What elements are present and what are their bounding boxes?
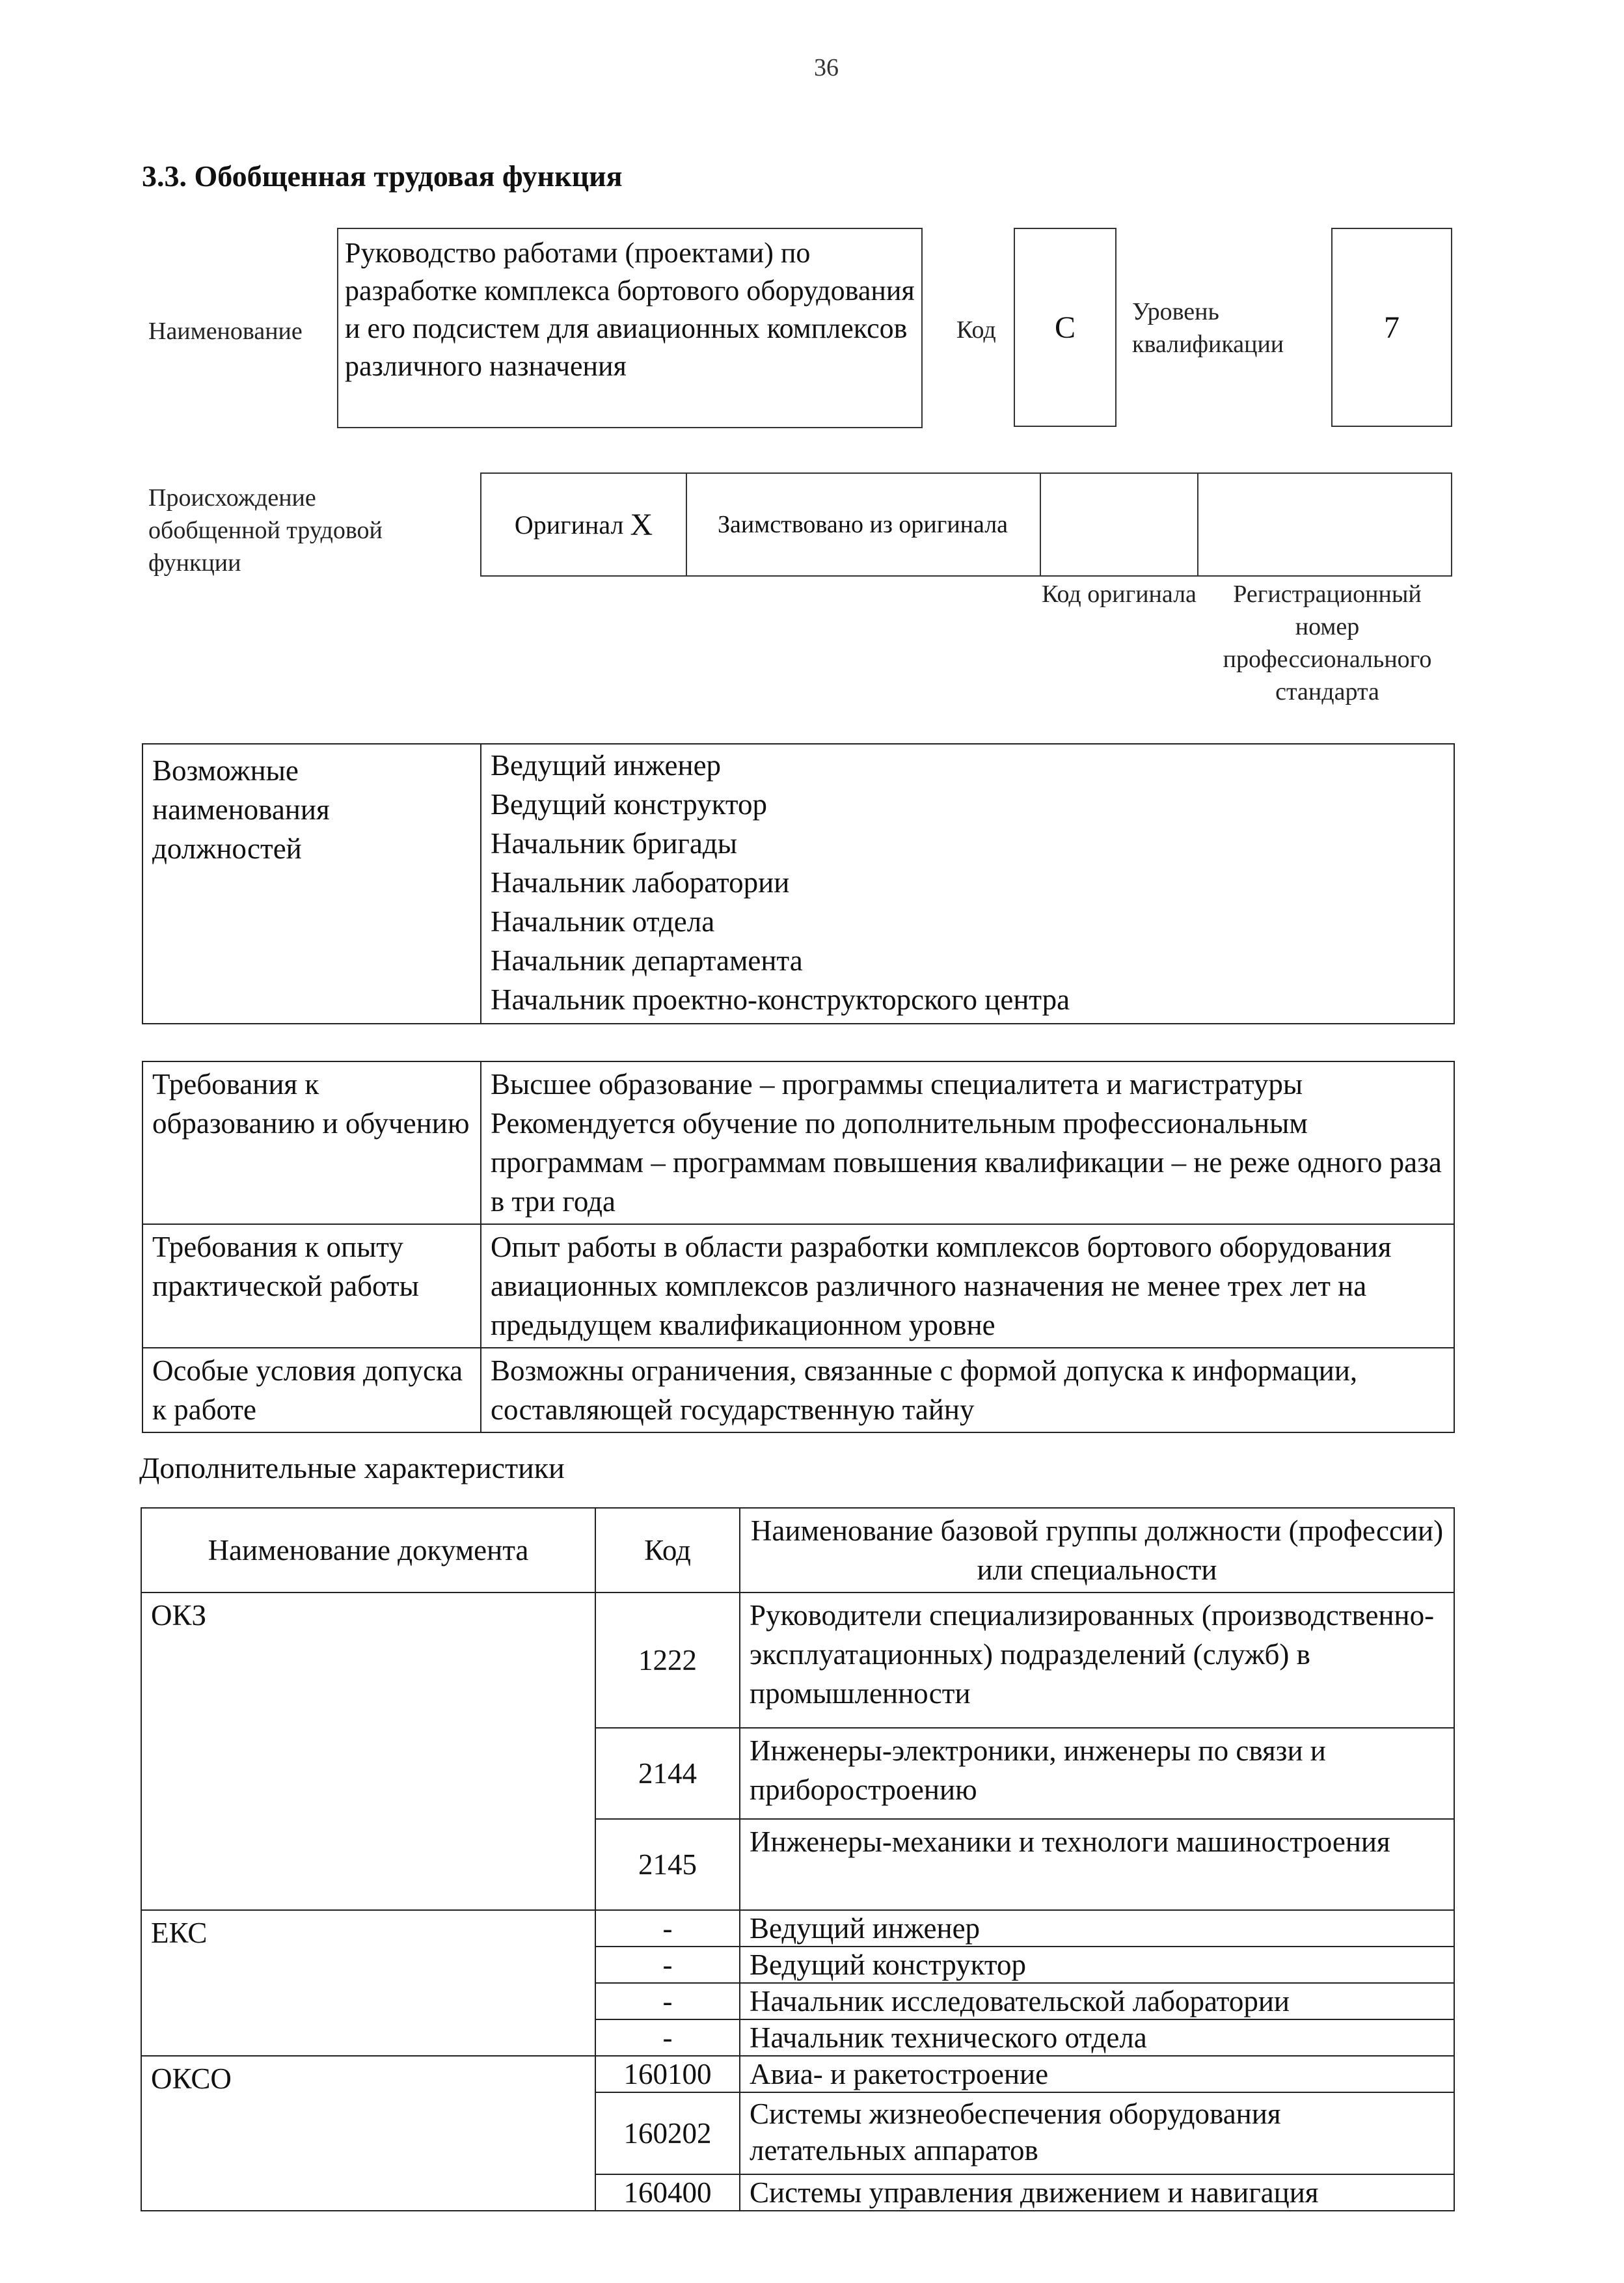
origin-original-label: Оригинал xyxy=(514,510,624,540)
table-row-name: Инженеры-механики и технологи машиностроения xyxy=(740,1819,1454,1910)
table-row-name: Ведущий конструктор xyxy=(740,1947,1454,1983)
req-experience-label: Требования к опыту практической работы xyxy=(142,1224,481,1348)
table-row-name: Ведущий инженер xyxy=(740,1910,1454,1947)
doc-okz: ОКЗ xyxy=(141,1593,595,1910)
req-special-label: Особые условия допуска к работе xyxy=(142,1348,481,1432)
table-row-code: 2144 xyxy=(595,1728,740,1819)
page-number: 36 xyxy=(814,54,839,81)
table-row-name: Авиа- и ракетостроение xyxy=(740,2056,1454,2092)
origin-label: Происхождение обобщенной трудовой функции xyxy=(148,484,383,577)
code-label: Код xyxy=(956,316,996,344)
origin-table xyxy=(480,472,1452,577)
header-name: Наименование базовой группы должности (профессии) или специальности xyxy=(740,1508,1454,1593)
code-original-caption: Код оригинала xyxy=(1042,581,1197,608)
reg-number-caption: Регистрационный номер профессионального стандарта xyxy=(1223,581,1432,705)
req-education-line: Высшее образование – программы специалитета и магистратуры xyxy=(491,1068,1303,1100)
table-row-code: - xyxy=(595,1910,740,1947)
table-row-code: 160202 xyxy=(595,2092,740,2174)
doc-eks: ЕКС xyxy=(141,1910,595,2056)
positions-label: Возможные наименования должностей xyxy=(142,744,481,1024)
table-row-code: 160400 xyxy=(595,2174,740,2211)
name-value: Руководство работами (проектами) по разработке комплекса бортового оборудования и его подсистем для авиационных комплексов различного назначения xyxy=(337,228,923,428)
position-item: Начальник департамента xyxy=(491,944,803,977)
doc-okso: ОКСО xyxy=(141,2056,595,2211)
position-item: Начальник лаборатории xyxy=(491,866,790,899)
code-value: С xyxy=(1014,228,1116,427)
header-code: Код xyxy=(595,1508,740,1593)
table-row-code: 2145 xyxy=(595,1819,740,1910)
table-row-code: 160100 xyxy=(595,2056,740,2092)
table-row-code: - xyxy=(595,1983,740,2019)
table-row-name: Системы жизнеобеспечения оборудования летательных аппаратов xyxy=(740,2092,1454,2174)
origin-original-mark: X xyxy=(630,507,653,542)
section-title: 3.3. Обобщенная трудовая функция xyxy=(142,159,623,193)
position-item: Ведущий инженер xyxy=(491,749,722,782)
position-item: Начальник отдела xyxy=(491,905,715,938)
positions-table xyxy=(142,743,1455,1024)
table-row-name: Начальник технического отдела xyxy=(740,2019,1454,2056)
table-row-name: Руководители специализированных (производственно- эксплуатационных) подразделений (служб) в промышленности xyxy=(740,1593,1454,1728)
req-education-value xyxy=(481,1061,1454,1224)
name-label: Наименование xyxy=(148,318,303,345)
req-special-value: Возможны ограничения, связанные с формой допуска к информации, составляющей государственную тайну xyxy=(481,1348,1454,1432)
table-row-name: Начальник исследовательской лаборатории xyxy=(740,1983,1454,2019)
position-item: Начальник бригады xyxy=(491,827,737,860)
positions-list xyxy=(481,744,1454,1024)
table-row-name: Системы управления движением и навигация xyxy=(740,2174,1454,2211)
origin-original-cell xyxy=(481,474,687,575)
position-item: Начальник проектно-конструкторского центра xyxy=(491,983,1070,1016)
additional-table xyxy=(141,1507,1455,2211)
level-label: Уровень квалификации xyxy=(1132,298,1284,358)
req-experience-value: Опыт работы в области разработки комплексов бортового оборудования авиационных комплексов различного назначения не менее трех лет на предыдущем квалификационном уровне xyxy=(481,1224,1454,1348)
req-education-line: Рекомендуется обучение по дополнительным профессиональным программам – программам повышения квалификации – не реже одного раза в три года xyxy=(491,1107,1442,1218)
origin-borrowed-label: Заимствовано из оригинала xyxy=(686,474,1041,575)
additional-title: Дополнительные характеристики xyxy=(139,1451,565,1484)
table-row-code: 1222 xyxy=(595,1593,740,1728)
header-doc: Наименование документа xyxy=(141,1508,595,1593)
origin-reg-cell xyxy=(1197,474,1451,575)
origin-code-cell xyxy=(1040,474,1198,575)
table-row-name: Инженеры-электроники, инженеры по связи и приборостроению xyxy=(740,1728,1454,1819)
level-value: 7 xyxy=(1331,228,1452,427)
table-row-code: - xyxy=(595,2019,740,2056)
req-education-label: Требования к образованию и обучению xyxy=(142,1061,481,1224)
position-item: Ведущий конструктор xyxy=(491,788,767,821)
table-row-code: - xyxy=(595,1947,740,1983)
requirements-table xyxy=(142,1061,1455,1433)
